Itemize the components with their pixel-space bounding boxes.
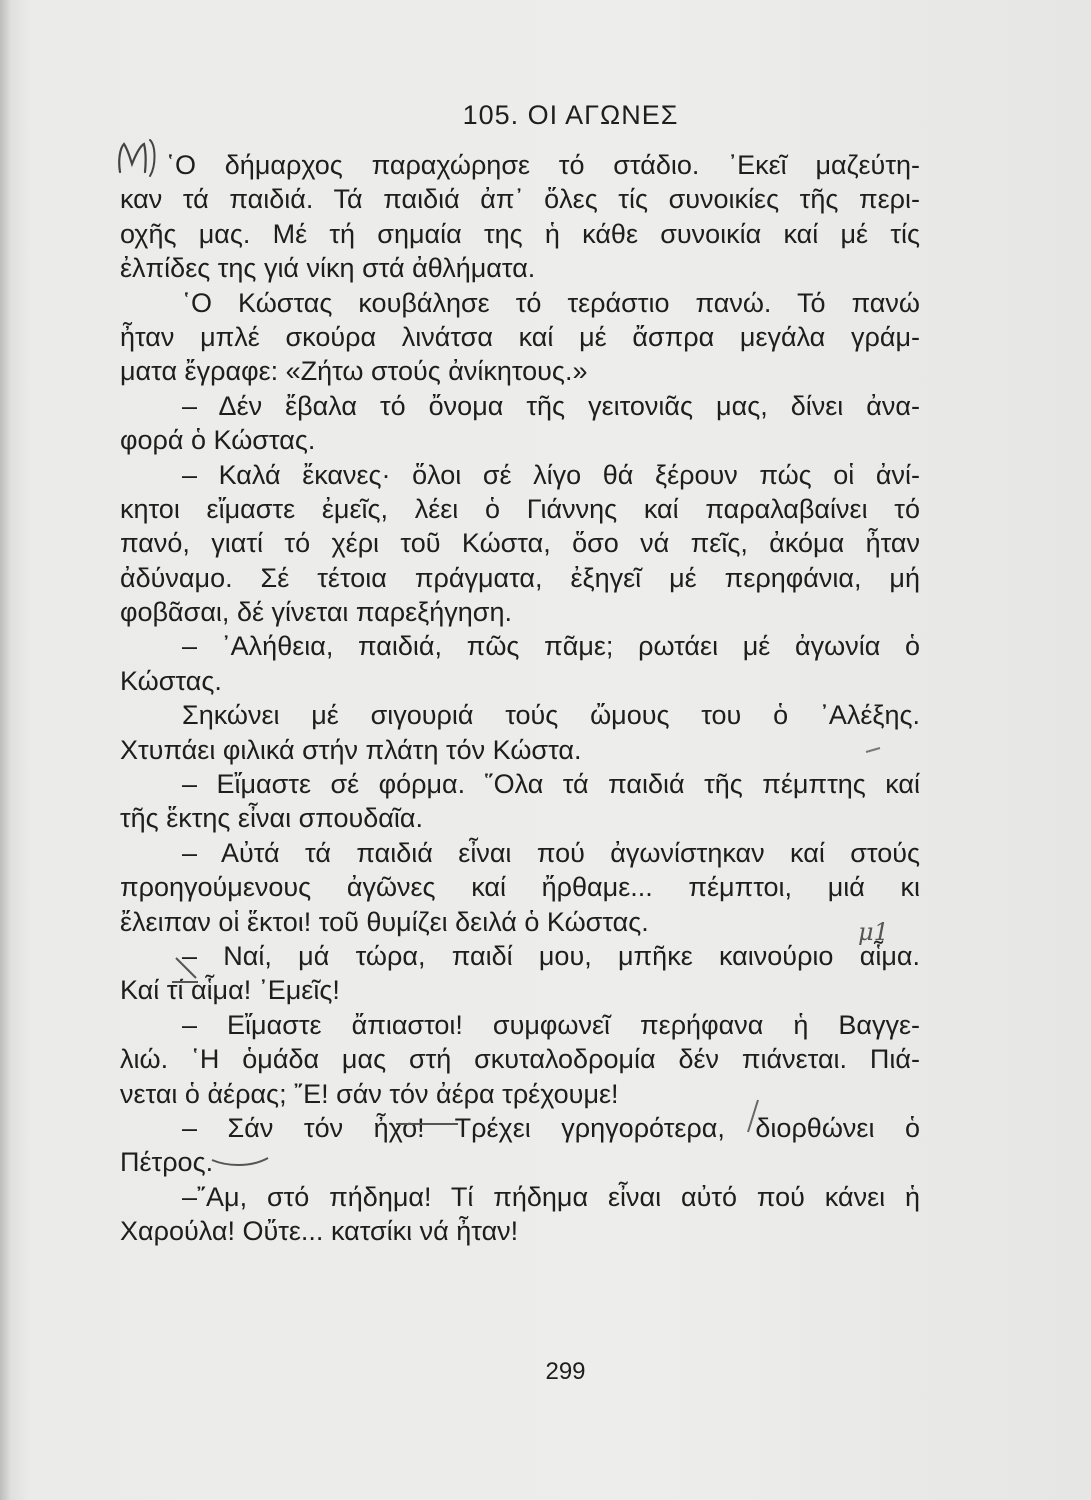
text-line: κητοι εἴμαστε ἐμεῖς, λέει ὁ Γιάννης καί παραλαβαίνει τό xyxy=(120,493,920,524)
text-line: – Δέν ἔβαλα τό ὄνομα τῆς γειτονιᾶς μας, δίνει ἀνα- xyxy=(182,390,920,421)
text-line: νεται ὁ ἀέρας; ῎Ε! σάν τόν ἀέρα τρέχουμε! xyxy=(120,1078,619,1109)
text-line: ῾Ο Κώστας κουβάλησε τό τεράστιο πανώ. Τό πανώ xyxy=(182,287,920,318)
text-line: προηγούμενους ἀγῶνες καί ἤρθαμε... πέμπτοι, μιά κι xyxy=(120,872,920,903)
text-line: – Αὐτά τά παιδιά εἶναι πού ἀγωνίστηκαν καί στούς xyxy=(182,837,920,868)
text-line: ἔλειπαν οἱ ἕκτοι! τοῦ θυμίζει δειλά ὁ Κώστας. xyxy=(120,906,649,937)
text-line: λιώ. ῾Η ὁμάδα μας στή σκυταλοδρομία δέν πιάνεται. Πιά- xyxy=(120,1044,920,1075)
page-number: 299 xyxy=(545,1358,586,1385)
text-line: Χαρούλα! Οὔτε... κατσίκι νά ἦταν! xyxy=(120,1216,519,1247)
handwritten-annotation: μ1 xyxy=(858,918,889,946)
text-line: ῾Ο δήμαρχος παραχώρησε τό στάδιο. ᾿Εκεῖ μαζεύτη- xyxy=(166,150,920,180)
text-line: Κώστας. xyxy=(120,665,222,696)
text-line: πανό, γιατί τό χέρι τοῦ Κώστα, ὅσο νά πεῖς, ἀκόμα ἦταν xyxy=(120,528,920,559)
text-line: ἐλπίδες της γιά νίκη στά ἀθλήματα. xyxy=(120,253,536,284)
text-line: – ᾿Αλήθεια, παιδιά, πῶς πᾶμε; ρωτάει μέ ἀγωνία ὁ xyxy=(182,631,920,662)
text-line: – Εἴμαστε σέ φόρμα. ῞Ολα τά παιδιά τῆς πέμπτης καί xyxy=(182,769,920,800)
text-line: – Καλά ἔκανες· ὅλοι σέ λίγο θά ξέρουν πώς οἱ ἀνί- xyxy=(182,459,920,490)
text-line: – Ναί, μά τώρα, παιδί μου, μπῆκε καινούριο αἷμα. xyxy=(182,940,920,971)
text-line: ἦταν μπλέ σκούρα λινάτσα καί μέ ἄσπρα μεγάλα γράμ- xyxy=(120,321,920,352)
chapter-heading: 105. ΟΙ ΑΓΩΝΕΣ xyxy=(462,100,679,130)
text-line: τῆς ἕκτης εἶναι σπουδαῖα. xyxy=(120,803,424,834)
text-line: Χτυπάει φιλικά στήν πλάτη τόν Κώστα. xyxy=(120,734,582,765)
text-line: Καί τί αἷμα! ᾿Εμεῖς! xyxy=(120,975,340,1006)
text-line: φοβᾶσαι, δέ γίνεται παρεξήγηση. xyxy=(120,597,512,628)
text-line: – Σάν τόν ἦχο! Τρέχει γρηγορότερα, διορθώνει ὁ xyxy=(182,1112,920,1143)
text-line: φορά ὁ Κώστας. xyxy=(120,425,316,456)
text-line: – Εἴμαστε ἄπιαστοι! συμφωνεῖ περήφανα ἡ Βαγγε- xyxy=(182,1009,920,1040)
text-line: Σηκώνει μέ σιγουριά τούς ὤμους του ὁ ᾿Αλέξης. xyxy=(182,700,920,731)
text-line: καν τά παιδιά. Τά παιδιά ἀπ᾿ ὅλες τίς συνοικίες τῆς περι- xyxy=(120,184,920,215)
text-line: Πέτρος. xyxy=(120,1147,214,1178)
text-line: ἀδύναμο. Σέ τέτοια πράγματα, ἐξηγεῖ μέ περηφάνια, μή xyxy=(120,562,920,593)
text-line: οχῆς μας. Μέ τή σημαία της ἡ κάθε συνοικία καί μέ τίς xyxy=(120,218,920,249)
text-line: ματα ἔγραφε: «Ζήτω στούς ἀνίκητους.» xyxy=(120,356,588,387)
text-line: –῎Αμ, στό πήδημα! Τί πήδημα εἶναι αὐτό πού κάνει ἡ xyxy=(182,1181,920,1212)
